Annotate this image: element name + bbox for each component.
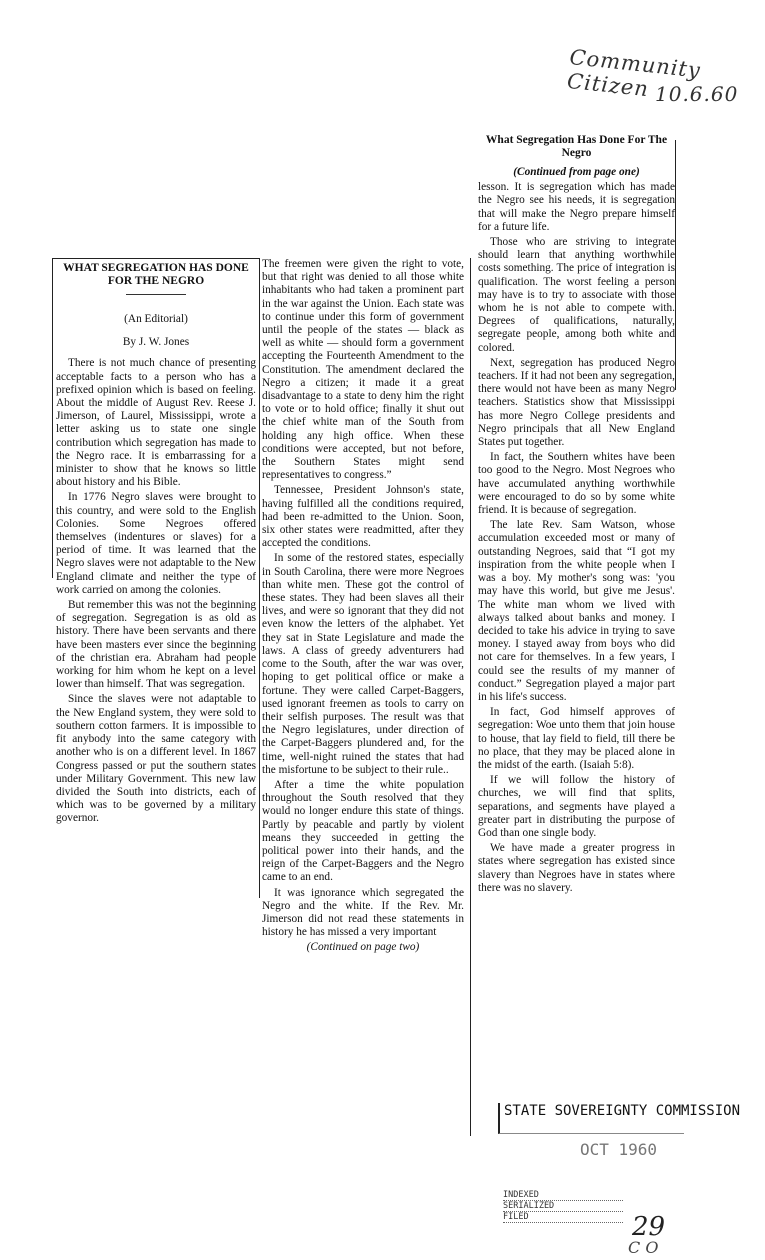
article-byline: By J. W. Jones xyxy=(122,336,190,349)
article-subhead: (An Editorial) xyxy=(124,313,188,325)
paragraph: We have made a greater progress in states where segregation has existed since slavery than Negroes have in states where there was no slavery. xyxy=(478,842,675,894)
paragraph: In fact, the Southern whites have been too good to the Negro. Most Negroes who have accumulated anything worthwhile were encouraged to do so by some white friend. It is because of segregation. xyxy=(478,451,675,517)
paragraph: If we will follow the history of churches, we will find that splits, separations, and segments have played a greater part in distributing the purpose of God than one single body. xyxy=(478,774,675,839)
article-headline: WHAT SEGREGATION HAS DONE FOR THE NEGRO xyxy=(63,262,249,287)
index-line: INDEXED xyxy=(503,1190,623,1201)
paragraph: After a time the white population throughout the South resolved that they would no longer endure this state of things. Partly by peacable and partly by violent means they succeeded in getting the political power into their hands, and the reign of the Carpet-Baggers and the Negro came to an end. xyxy=(262,778,464,884)
article-column-2 xyxy=(262,258,464,955)
paragraph: lesson. It is segregation which has made the Negro see his needs, it is segregation that will make the Negro prepare himself for a future life. xyxy=(478,181,675,233)
article-frame-top xyxy=(52,258,260,259)
index-line: FILED xyxy=(503,1212,623,1223)
column-divider xyxy=(470,258,471,1136)
commission-stamp: STATE SOVEREIGNTY COMMISSION xyxy=(498,1103,684,1134)
paragraph: But remember this was not the beginning of segregation. Segregation is as old as history. There have been servants and there have been masters ever since the beginning of the christian era. Abraham had people working for him whom he kept on a level lower than himself. That was segregation. xyxy=(56,599,256,691)
paragraph: Next, segregation has produced Negro teachers. If it had not been any segregation, there would not have been as many Negro teachers. Statistics show that Mississippi has more Negro College presidents and Negro principals that all New England States put together. xyxy=(478,356,675,449)
paragraph: The late Rev. Sam Watson, whose accumulation exceeded most or many of outstanding Negroes, said that “I got my inspiration from the white people when I was a boy. My mother's song was: 'you may have this world, but give me Jesus'. The white man whom we lived with always talked about banks and money. I decided to take his advice in trying to save money. I stayed away from boys who did not care for themselves. In a few years, I could see the results of my manner of conduct.” Segregation played a major part in his life's success. xyxy=(478,519,675,703)
paragraph: There is not much chance of presenting acceptable facts to a person who has a prefixed opinion which is based on feeling. About the middle of August Rev. Reese J. Jimerson, of Laurel, Mississippi, wrote a letter asking us to state one single contribution which segregation has made to the Negro race. It is embarrassing for a minister to show that he knows so little about history and his Bible. xyxy=(56,357,256,489)
continued-note: (Continued on page two) xyxy=(306,941,420,954)
handwritten-source-note: Community Citizen xyxy=(566,44,702,102)
index-line: SERIALIZED xyxy=(503,1201,623,1212)
paragraph: Those who are striving to integrate should learn that anything worthwhile costs something. The price of integration is qualification. The worst feeling a person may have is to try to associate with those whom he is not able to compete with. Degrees of qualifications, naturally, segregate people, among both white and colored. xyxy=(478,236,675,354)
handwritten-file-subnumber: C O xyxy=(628,1238,659,1257)
article-column-3 xyxy=(478,134,675,897)
paragraph: In 1776 Negro slaves were brought to this country, and were sold to the English Colonies. Some Negroes offered themselves (indentures or slaves) for a period of time. It was learned that the Negro slaves were not adaptable to the New England climate and neither the type of work carried on among the colonies. xyxy=(56,491,256,596)
article-column-1 xyxy=(56,262,256,828)
paragraph: Tennessee, President Johnson's state, having fulfilled all the conditions required, had been re-admitted to the Union. Soon, six other states were readmitted, after they accepted the conditions. xyxy=(262,484,464,550)
paragraph: The freemen were given the right to vote, but that right was denied to all those white inhabitants who had taken a prominent part in the war against the Union. Each state was to continue under this form of government until the people of the states — black as well as white — should form a government accepting the Fourteenth Amendment to the Constitution. The amendment declared the Negro a citizen; it made it a great disadvantage to a state to deny him the right to vote or to hold office; finally it shut out the chief white man of the South from holding any high office. When these conditions were accepted, but not before, the Southern States might send representatives to congress.” xyxy=(262,258,464,482)
paragraph: Since the slaves were not adaptable to the New England system, they were sold to southern cotton farmers. It is impossible to fit anybody into the same category with another who is on a different level. In 1867 Congress passed or put the southern states under Military Government. This new law divided the South into districts, each of which was to be governed by a military governor. xyxy=(56,693,256,825)
continuation-headline: What Segregation Has Done For The Negro xyxy=(485,134,668,159)
paragraph: It was ignorance which segregated the Negro and the white. If the Rev. Mr. Jimerson did not read these statements in history he has missed a very important xyxy=(262,886,464,939)
paragraph: In fact, God himself approves of segregation: Woe unto them that join house to house, that lay field to field, till there be no place, that they may be placed alone in the midst of the earth. (Isaiah 5:8). xyxy=(478,706,675,771)
handwritten-date: 10.6.60 xyxy=(655,82,739,106)
handwritten-file-number: 29 xyxy=(632,1212,666,1242)
stamp-date: OCT 1960 xyxy=(580,1140,658,1159)
column-divider xyxy=(259,258,260,898)
index-stamp xyxy=(503,1190,623,1223)
article-frame-left xyxy=(52,258,53,578)
continued-from-note: (Continued from page one) xyxy=(513,166,640,178)
column-divider xyxy=(675,140,676,390)
headline-rule xyxy=(126,294,186,295)
paragraph: In some of the restored states, especially in South Carolina, there were more Negroes than white men. These got the control of these states. They had been slaves all their lives, and were so ignorant that they did not even know the letters of the alphabet. Yet they sat in State Legislature and made the laws. A class of greedy adventurers had come to the South, after the war was over, hoping to get political office or make a fortune. They were called Carpet-Baggers, used ignorant freemen as tools to carry on their selfish purposes. The result was that the Negro legislatures, under direction of the Carpet-Baggers plundered and, for the time, well-night ruined the states that had the misfortune to be subject to their rule.. xyxy=(262,552,464,776)
